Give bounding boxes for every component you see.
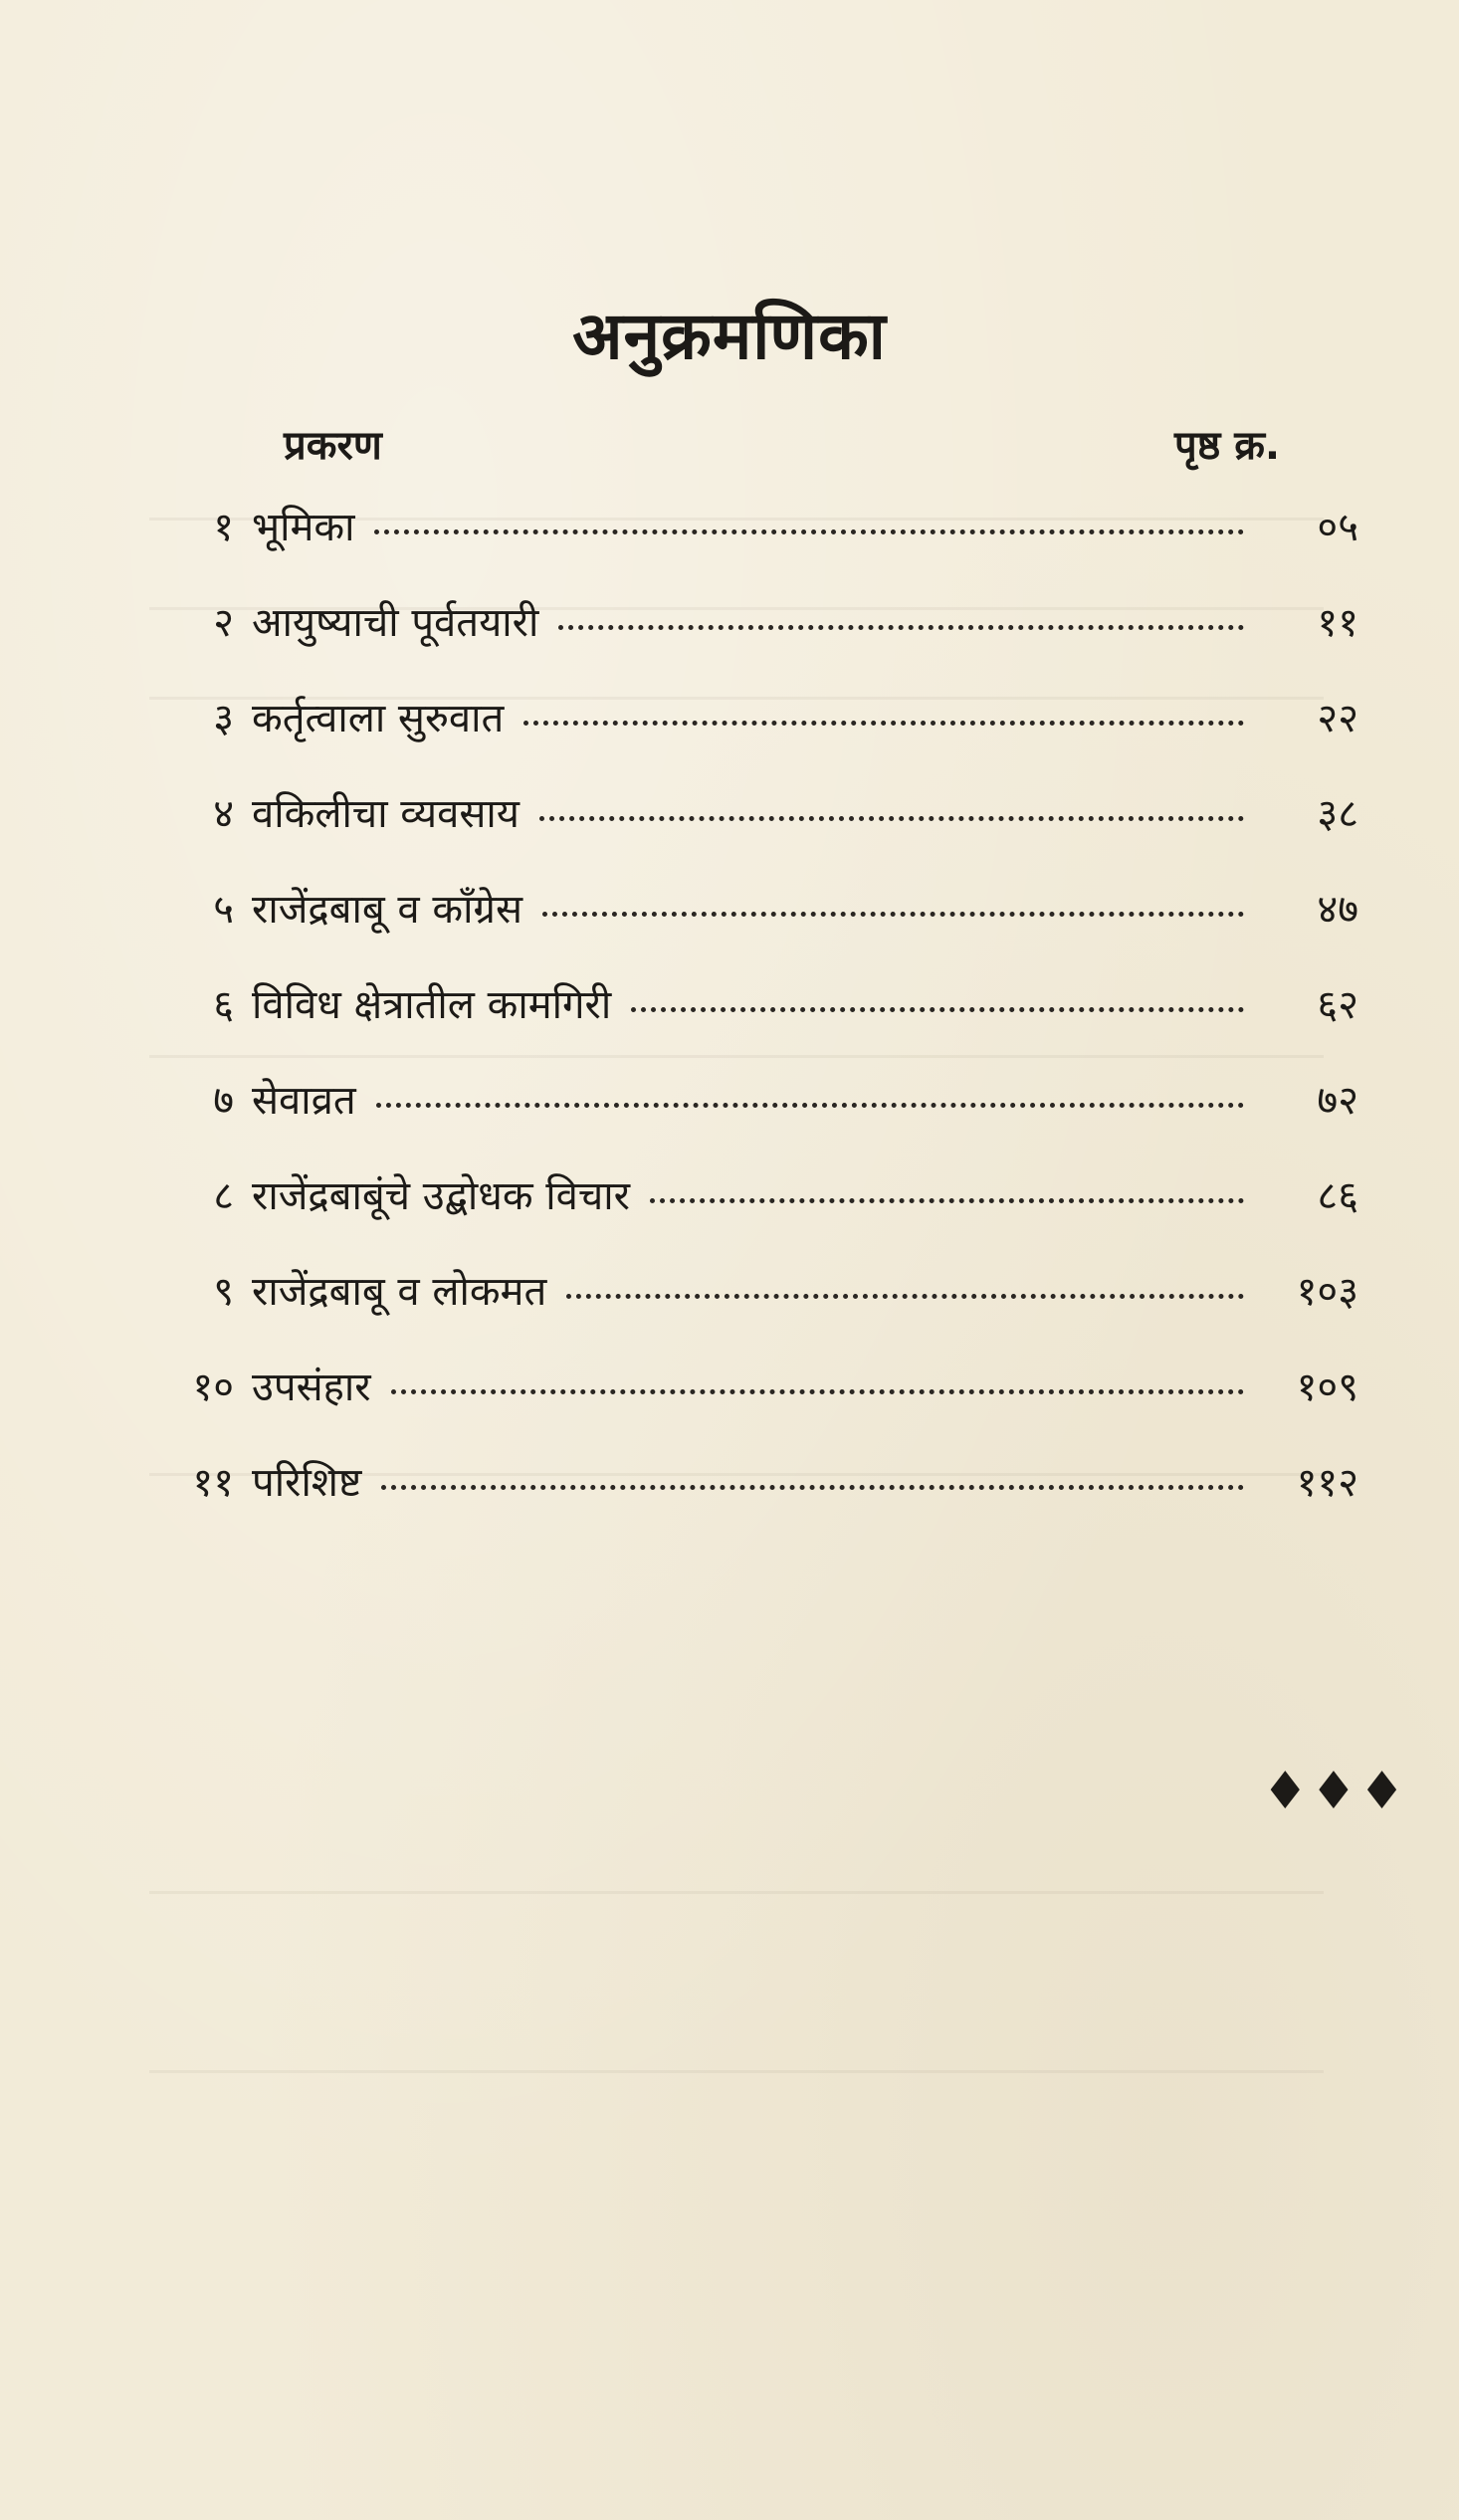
- toc-entry[interactable]: [154, 1166, 1358, 1262]
- leader-dots: [566, 1294, 1244, 1299]
- page-number: ८६: [1317, 1173, 1358, 1219]
- page-number: ६२: [1317, 982, 1358, 1028]
- chapter-title: वकिलीचा व्यवसाय: [252, 791, 520, 837]
- toc-entry[interactable]: [154, 593, 1358, 689]
- toc-entry[interactable]: [154, 1071, 1358, 1166]
- chapter-title: राजेंद्रबाबू व लोकमत: [252, 1269, 547, 1315]
- chapter-title: भूमिका: [252, 505, 355, 550]
- chapter-title: परिशिष्ट: [252, 1460, 362, 1506]
- toc-entry[interactable]: [154, 1358, 1358, 1453]
- leader-dots: [376, 1103, 1244, 1108]
- page-number: २२: [1317, 696, 1358, 741]
- chapter-title: राजेंद्रबाबूंचे उद्बोधक विचार: [252, 1173, 631, 1219]
- chapter-title: विविध क्षेत्रातील कामगिरी: [252, 982, 612, 1028]
- chapter-title: राजेंद्रबाबू व कॉंग्रेस: [252, 887, 523, 933]
- page-column-header: पृष्ठ क्र.: [1174, 423, 1281, 469]
- leader-dots: [374, 529, 1244, 534]
- chapter-number: ७: [213, 1078, 234, 1124]
- chapter-number: ८: [213, 1173, 234, 1219]
- page-number: ३८: [1317, 791, 1358, 837]
- chapter-number: ९: [213, 1269, 234, 1315]
- leader-dots: [523, 721, 1244, 726]
- page-number: ७२: [1317, 1078, 1358, 1124]
- toc-entry[interactable]: [154, 975, 1358, 1071]
- leader-dots: [539, 816, 1244, 821]
- toc-entry[interactable]: [154, 689, 1358, 784]
- page-number: ४७: [1317, 887, 1358, 933]
- chapter-number: ११: [192, 1460, 234, 1506]
- chapter-number: २: [213, 600, 234, 646]
- toc-entry[interactable]: [154, 784, 1358, 880]
- leader-dots: [381, 1485, 1244, 1490]
- toc-entry[interactable]: [154, 498, 1358, 593]
- chapter-number: ६: [213, 982, 234, 1028]
- chapter-title: उपसंहार: [252, 1365, 371, 1410]
- chapter-title: कर्तृत्वाला सुरुवात: [252, 696, 505, 741]
- table-of-contents: [154, 498, 1358, 1549]
- chapter-title: आयुष्याची पूर्वतयारी: [252, 600, 539, 646]
- page-number: ११२: [1296, 1460, 1358, 1506]
- chapter-number: १: [213, 505, 234, 550]
- chapter-number: ५: [213, 887, 234, 933]
- page-number: १०३: [1296, 1269, 1358, 1315]
- leader-dots: [631, 1007, 1244, 1012]
- page-title: अनुक्रमणिका: [572, 298, 887, 374]
- page-number: ०५: [1317, 505, 1358, 550]
- chapter-title: सेवाव्रत: [252, 1078, 356, 1124]
- chapter-number: ४: [213, 791, 234, 837]
- chapter-number: १०: [192, 1365, 234, 1410]
- page-number: ११: [1317, 600, 1358, 646]
- leader-dots: [391, 1389, 1244, 1394]
- toc-entry[interactable]: [154, 1453, 1358, 1549]
- leader-dots: [558, 625, 1244, 630]
- leader-dots: [650, 1198, 1244, 1203]
- leader-dots: [542, 912, 1244, 917]
- toc-entry[interactable]: [154, 880, 1358, 975]
- chapter-column-header: प्रकरण: [284, 423, 382, 469]
- page-number: १०९: [1296, 1365, 1358, 1410]
- chapter-number: ३: [213, 696, 234, 741]
- diamond-ornament-icon: ♦♦♦: [1262, 1762, 1407, 1821]
- toc-entry[interactable]: [154, 1262, 1358, 1358]
